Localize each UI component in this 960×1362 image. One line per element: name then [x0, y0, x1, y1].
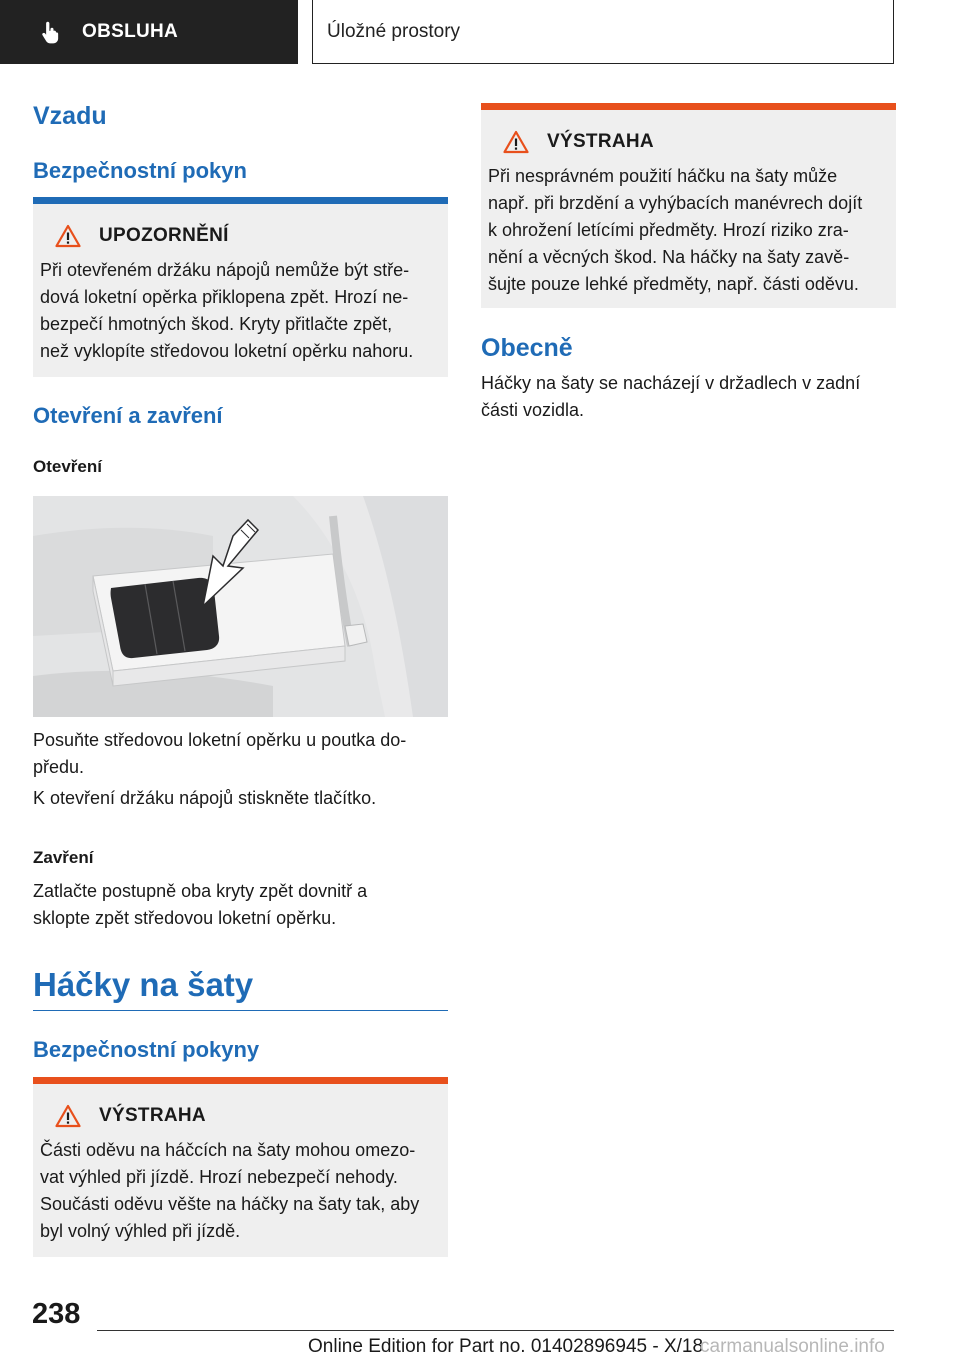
caution-line: než vyklopíte středovou loketní opěrku nahoru. — [40, 341, 414, 361]
warning-title-text: VÝSTRAHA — [547, 131, 654, 152]
edition-text: Online Edition for Part no. 01402896945 - X/18 — [308, 1336, 704, 1357]
heading-vzadu: Vzadu — [33, 102, 107, 130]
warning-triangle-icon — [55, 224, 81, 248]
caution-line: Při otevřeném držáku nápojů nemůže být stře- — [40, 260, 410, 280]
paragraph-k-otevreni: K otevření držáku nápojů stiskněte tlačítko. — [33, 788, 377, 808]
paragraph-zatlacte — [33, 878, 367, 932]
warning-bar — [33, 1077, 448, 1084]
heading-bezpecnostni-pokyn: Bezpečnostní pokyn — [33, 158, 247, 183]
warning-line: Části oděvu na háčcích na šaty mohou omezo- — [40, 1140, 416, 1160]
heading-rule — [33, 1010, 448, 1011]
hand-pointer-icon — [38, 19, 64, 45]
warning-line: nění a věcných škod. Na háčky na šaty zavě- — [488, 247, 850, 267]
footer-rule — [97, 1330, 894, 1331]
warning-line: k ohrožení letícími předměty. Hrozí riziko zra- — [488, 220, 849, 240]
warning-body — [40, 1137, 442, 1245]
warning-line: Součásti oděvu věšte na háčky na šaty tak, aby — [40, 1194, 420, 1214]
armrest-illustration — [33, 496, 448, 717]
paragraph-posunte — [33, 727, 406, 781]
warning-title — [503, 130, 654, 154]
heading-hacky-na-saty: Háčky na šaty — [33, 966, 254, 1003]
chapter-title: Úložné prostory — [312, 0, 894, 64]
warning-title — [55, 1104, 206, 1128]
section-label: OBSLUHA — [82, 21, 179, 42]
heading-otevreni-zavreni: Otevření a zavření — [33, 403, 223, 428]
warning-box-right — [481, 103, 896, 308]
warning-box — [33, 1077, 448, 1257]
caution-bar — [33, 197, 448, 204]
warning-line: Při nesprávném použití háčku na šaty může — [488, 166, 838, 186]
paragraph-obecne — [481, 370, 860, 424]
text-line: Posuňte středovou loketní opěrku u poutka do- — [33, 730, 407, 750]
warning-body — [488, 163, 890, 298]
warning-triangle-icon — [55, 1104, 81, 1128]
caution-box — [33, 197, 448, 377]
heading-otevreni: Otevření — [33, 457, 102, 476]
warning-bar — [481, 103, 896, 110]
warning-triangle-icon — [503, 130, 529, 154]
section-tab — [0, 0, 298, 64]
watermark: carmanualsonline.info — [700, 1336, 885, 1357]
heading-zavreni: Zavření — [33, 848, 94, 867]
warning-line: vat výhled při jízdě. Hrozí nebezpečí nehody. — [40, 1167, 398, 1187]
caution-title — [55, 224, 229, 248]
heading-obecne: Obecně — [481, 334, 573, 362]
warning-line: např. při brzdění a vyhýbacích manévrech dojít — [488, 193, 863, 213]
text-line: předu. — [33, 757, 85, 777]
caution-body — [40, 257, 442, 365]
caution-line: bezpečí hmotných škod. Kryty přitlačte zpět, — [40, 314, 393, 334]
text-line: části vozidla. — [481, 400, 585, 420]
warning-line: šujte pouze lehké předměty, např. části oděvu. — [488, 274, 859, 294]
caution-title-text: UPOZORNĚNÍ — [99, 225, 229, 246]
text-line: Zatlačte postupně oba kryty zpět dovnitř a — [33, 881, 368, 901]
text-line: sklopte zpět středovou loketní opěrku. — [33, 908, 337, 928]
warning-line: byl volný výhled při jízdě. — [40, 1221, 241, 1241]
page-number: 238 — [32, 1298, 81, 1330]
heading-bezpecnostni-pokyny: Bezpečnostní pokyny — [33, 1037, 260, 1062]
caution-line: dová loketní opěrka přiklopena zpět. Hrozí ne- — [40, 287, 409, 307]
text-line: Háčky na šaty se nacházejí v držadlech v zadní — [481, 373, 861, 393]
warning-title-text: VÝSTRAHA — [99, 1105, 206, 1126]
